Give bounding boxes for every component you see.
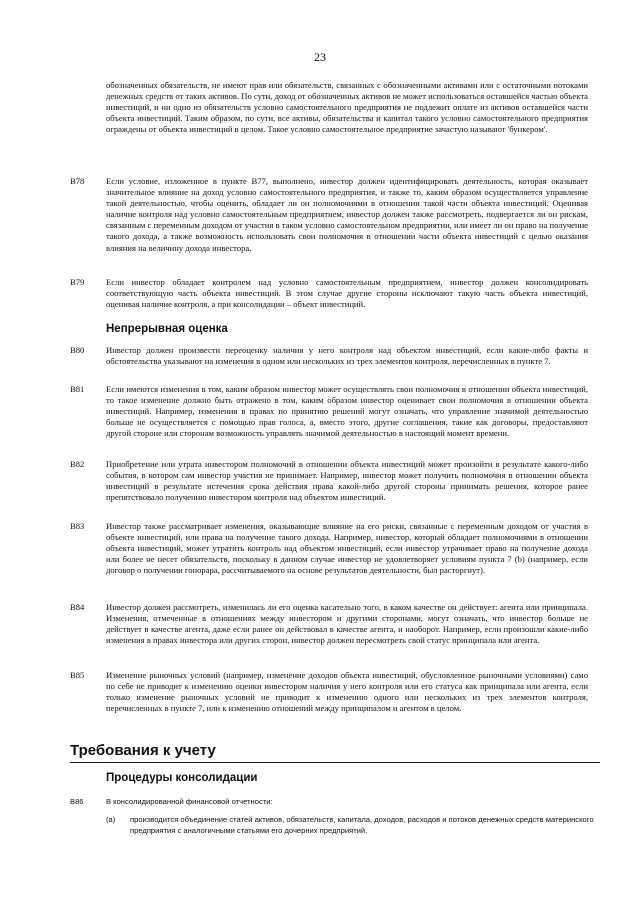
page-number: 23 [314,50,326,64]
paragraph-text: В консолидированной финансовой отчетности: [106,797,273,806]
subheading-continuous-assessment: Непрерывная оценка [106,323,228,335]
sub-item-letter: (a) [106,815,116,824]
paragraph-number: B79 [70,277,85,287]
paragraph-number: B81 [70,384,85,394]
paragraph-number: B85 [70,670,85,680]
continuation-paragraph: обозначенных обязательств, не имеют прав или обязательств, связанных с обозначенными активами или с остаточными потоками денежных средств от таких активов. По сути, доход от обозначенных активов не может использоваться оставшейся частью объекта инвестиций, и ни одно из обязательств условно самостоятельного предприятия не подлежит оплате из активов оставшейся части объекта инвестиций. Таким образом, по сути, все активы, обязательства и капитал такого условно самостоятельного предприятия ограждены от объекта инвестиций в целом. Такое условно самостоятельное предприятие зачастую называют 'бункером'. [106,80,588,135]
section-heading-rule [70,762,600,763]
paragraph-number: B84 [70,602,85,612]
paragraph-number: B86 [70,797,84,806]
paragraph-text: Приобретение или утрата инвестором полномочий в отношении объекта инвестиций может произойти в результате какого-либо события, в котором сам инвестор участия не принимает. Например, инвестор может получить полномочия в отношении объекта инвестиций в результате истечения срока действия права какой-либо другой стороны принимать решения, которое ранее препятствовало получению инвестором контроля над объектом инвестиций. [106,459,588,503]
section-heading-accounting-requirements: Требования к учету [70,742,216,759]
paragraph-text: Инвестор также рассматривает изменения, оказывающие влияние на его риски, связанные с переменным доходом от участия в объекте инвестиций, или права на получение такого дохода. Например, инвестор, который обладает полномочиями в отношении объекта инвестиций, может утратить контроль над объектом инвестиций, если инвестор утрачивает право на получение дохода или более не несет обязательств, поскольку в данном случае инвестор не удовлетворяет условиям пункта 7 (b) (например, если договор о получении гонорара, рассчитываемого на основе результатов деятельности, был расторгнут). [106,521,588,576]
paragraph-text: Инвестор должен произвести переоценку наличия у него контроля над объектом инвестиций, если какие-либо факты и обстоятельства указывают на изменения в одном или нескольких из трех элементов контроля, перечисленных в пункте 7. [106,345,588,367]
paragraph-number: B78 [70,176,85,186]
paragraph-number: B80 [70,345,85,355]
subheading-consolidation-procedures: Процедуры консолидации [106,772,258,784]
sub-item-text: производится объединение статей активов, обязательств, капитала, доходов, расходов и потоков денежных средств материнского предприятия с аналогичными статьями его дочерних предприятий. [130,815,594,835]
paragraph-text: Изменение рыночных условий (например, изменение доходов объекта инвестиций, обусловленное рыночными условиями) само по себе не приводит к изменению оценки инвестором наличия у него контроля или его статуса как принципала или агента, если только изменение рыночных условий не приводит к изменению одного или нескольких из трех элементов контроля, перечисленных в пункте 7, или к изменению отношений между принципалом и агентом в целом. [106,670,588,714]
paragraph-number: B82 [70,459,85,469]
paragraph-text: Если инвестор обладает контролем над условно самостоятельным предприятием, инвестор должен консолидировать соответствующую часть объекта инвестиций. В этом случае другие стороны исключают такую часть объекта инвестиций, оценивая наличие контроля, а при консолидации – объект инвестиций. [106,277,588,310]
paragraph-text: Если имеются изменения в том, каким образом инвестор может осуществлять свои полномочия в отношении объекта инвестиций, то такое изменение должно быть отражено в том, каким образом инвестор оценивает свои полномочия в отношении объекта инвестиций. Например, изменения в правах по принятию решений могут означать, что управление значимой деятельностью больше не осуществляется с помощью прав голоса, а, вместо этого, другие соглашения, такие как договоры, предоставляют другой стороне или сторонам возможность управлять значимой деятельностью в настоящий момент времени. [106,384,588,439]
paragraph-text: Инвестор должен рассмотреть, изменилась ли его оценка касательно того, в каком качестве он действует: агента или принципала. Изменения, отмеченные в отношениях между инвестором и другими сторонами, могут означать, что инвестор больше не действует в качестве агента, даже если ранее он действовал в качестве агента, и наоборот. Например, если произошли какие-либо изменения в правах инвестора или других сторон, инвестор должен пересмотреть свой статус принципала или агента. [106,602,588,646]
paragraph-text: Если условие, изложенное в пункте B77, выполнено, инвестор должен идентифицировать деятельность, которая оказывает значительное влияние на доход условно самостоятельного предприятия, и также то, каким образом осуществляется управление такой деятельностью, чтобы оценить, обладает ли он полномочиями в отношении такой части объекта инвестиций. Оценивая наличие контроля над условно самостоятельным предприятием, инвестор должен также рассмотреть, подвергается ли он рискам, связанным с переменным доходом от участия в таком условно самостоятельном предприятии, или имеет ли он право на получение такого дохода, а также возможность использовать свои полномочия в отношении части объекта инвестиций с целью оказания влияния на величину дохода инвестора. [106,176,588,253]
paragraph-number: B83 [70,521,85,531]
